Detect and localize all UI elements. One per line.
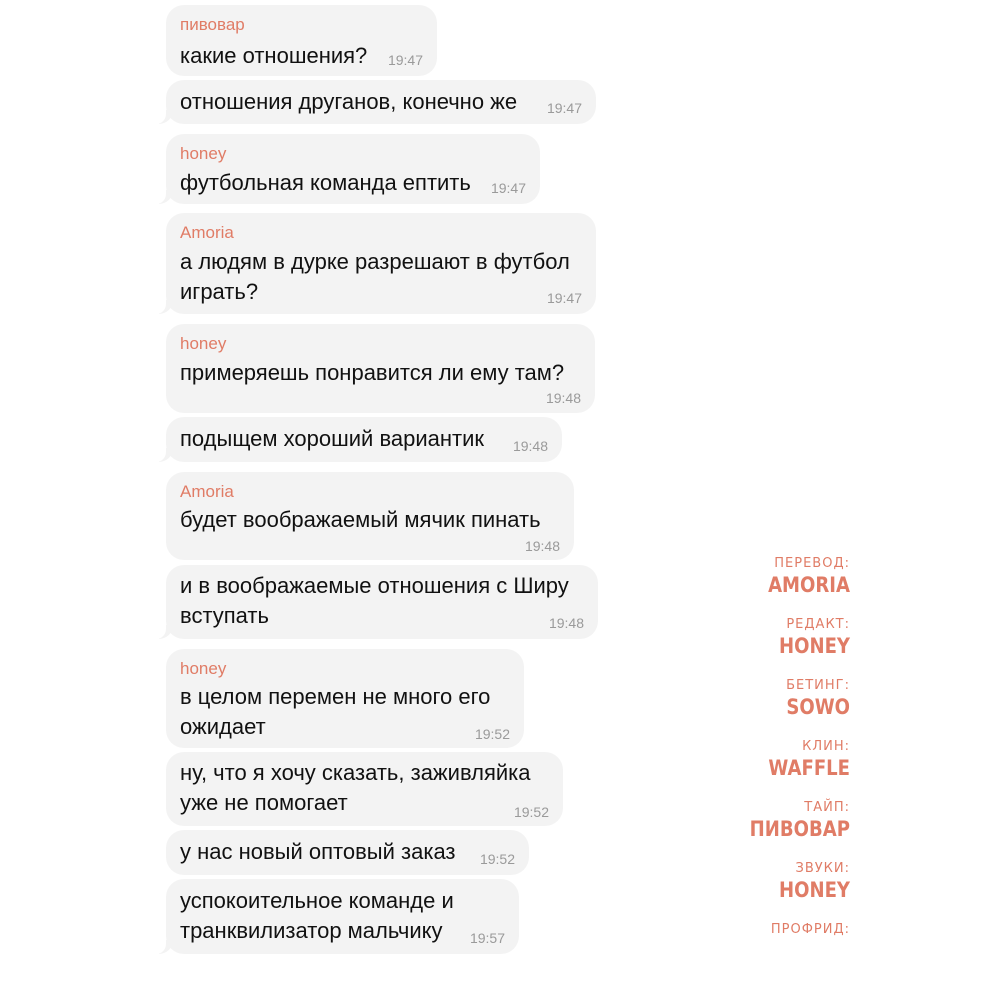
message-bubble[interactable] xyxy=(166,565,598,639)
message-bubble[interactable] xyxy=(166,830,529,875)
message-text: какие отношения? xyxy=(180,43,368,68)
message-time: 19:57 xyxy=(469,930,505,946)
message-time: 19:47 xyxy=(546,290,582,306)
message-text: будет воображаемый мячик пинать xyxy=(180,507,541,532)
sender-name: пивовар xyxy=(180,15,245,34)
credit-name: AMORIA xyxy=(768,573,850,597)
message-time: 19:48 xyxy=(512,438,548,454)
message-bubble[interactable] xyxy=(166,879,519,954)
sender-name: honey xyxy=(180,144,227,163)
credits-block xyxy=(650,550,850,938)
message-text: у нас новый оптовый заказ xyxy=(180,839,456,864)
message-text: и в воображаемые отношения с Ширу xyxy=(180,573,569,598)
message-time: 19:52 xyxy=(479,851,515,867)
message-text: в целом перемен не много его xyxy=(180,684,491,709)
message-text: подыщем хороший вариантик xyxy=(180,426,485,451)
credit-role: ПЕРЕВОД: xyxy=(774,556,850,571)
credit-role: РЕДАКТ: xyxy=(786,617,850,632)
sender-name: Amoria xyxy=(180,223,234,242)
credit-name: SOWO xyxy=(786,695,850,719)
message-bubble[interactable] xyxy=(166,649,524,748)
message-text: играть? xyxy=(180,279,259,304)
message-bubble[interactable] xyxy=(166,5,437,76)
message-text: а людям в дурке разрешают в футбол xyxy=(180,249,570,274)
message-time: 19:52 xyxy=(513,804,549,820)
message-bubble[interactable] xyxy=(166,752,563,826)
message-text: успокоительное команде и xyxy=(180,888,454,913)
message-bubble[interactable] xyxy=(166,472,574,560)
sender-name: honey xyxy=(180,334,227,353)
message-time: 19:52 xyxy=(474,726,510,742)
message-bubble[interactable] xyxy=(166,324,595,413)
message-time: 19:47 xyxy=(490,180,526,196)
credit-role: КЛИН: xyxy=(802,739,850,754)
message-text: ожидает xyxy=(180,714,266,739)
message-text: примеряешь понравится ли ему там? xyxy=(180,360,565,385)
credit-name: ПИВОВАР xyxy=(749,817,850,841)
message-bubble[interactable] xyxy=(166,417,562,462)
message-time: 19:48 xyxy=(545,390,581,406)
message-text: вступать xyxy=(180,603,269,628)
credit-name: WAFFLE xyxy=(768,756,850,780)
message-bubble[interactable] xyxy=(166,213,596,314)
credit-role: ЗВУКИ: xyxy=(795,861,850,876)
message-time: 19:48 xyxy=(548,615,584,631)
message-time: 19:48 xyxy=(524,538,560,554)
message-text: транквилизатор мальчику xyxy=(180,918,443,943)
message-time: 19:47 xyxy=(546,100,582,116)
message-text: отношения друганов, конечно же xyxy=(180,89,518,114)
message-time: 19:47 xyxy=(387,52,423,68)
credit-role: ПРОФРИД: xyxy=(770,922,850,937)
sender-name: honey xyxy=(180,659,227,678)
message-text: ну, что я хочу сказать, заживляйка xyxy=(180,760,531,785)
credit-role: ТАЙП: xyxy=(804,800,850,815)
credit-name: HONEY xyxy=(778,634,850,658)
credit-name: HONEY xyxy=(778,878,850,902)
credit-role: БЕТИНГ: xyxy=(786,678,850,693)
message-bubble[interactable] xyxy=(166,134,540,204)
message-text: футбольная команда ептить xyxy=(180,170,471,195)
message-text: уже не помогает xyxy=(180,790,348,815)
message-bubble[interactable] xyxy=(166,80,596,124)
sender-name: Amoria xyxy=(180,482,234,501)
